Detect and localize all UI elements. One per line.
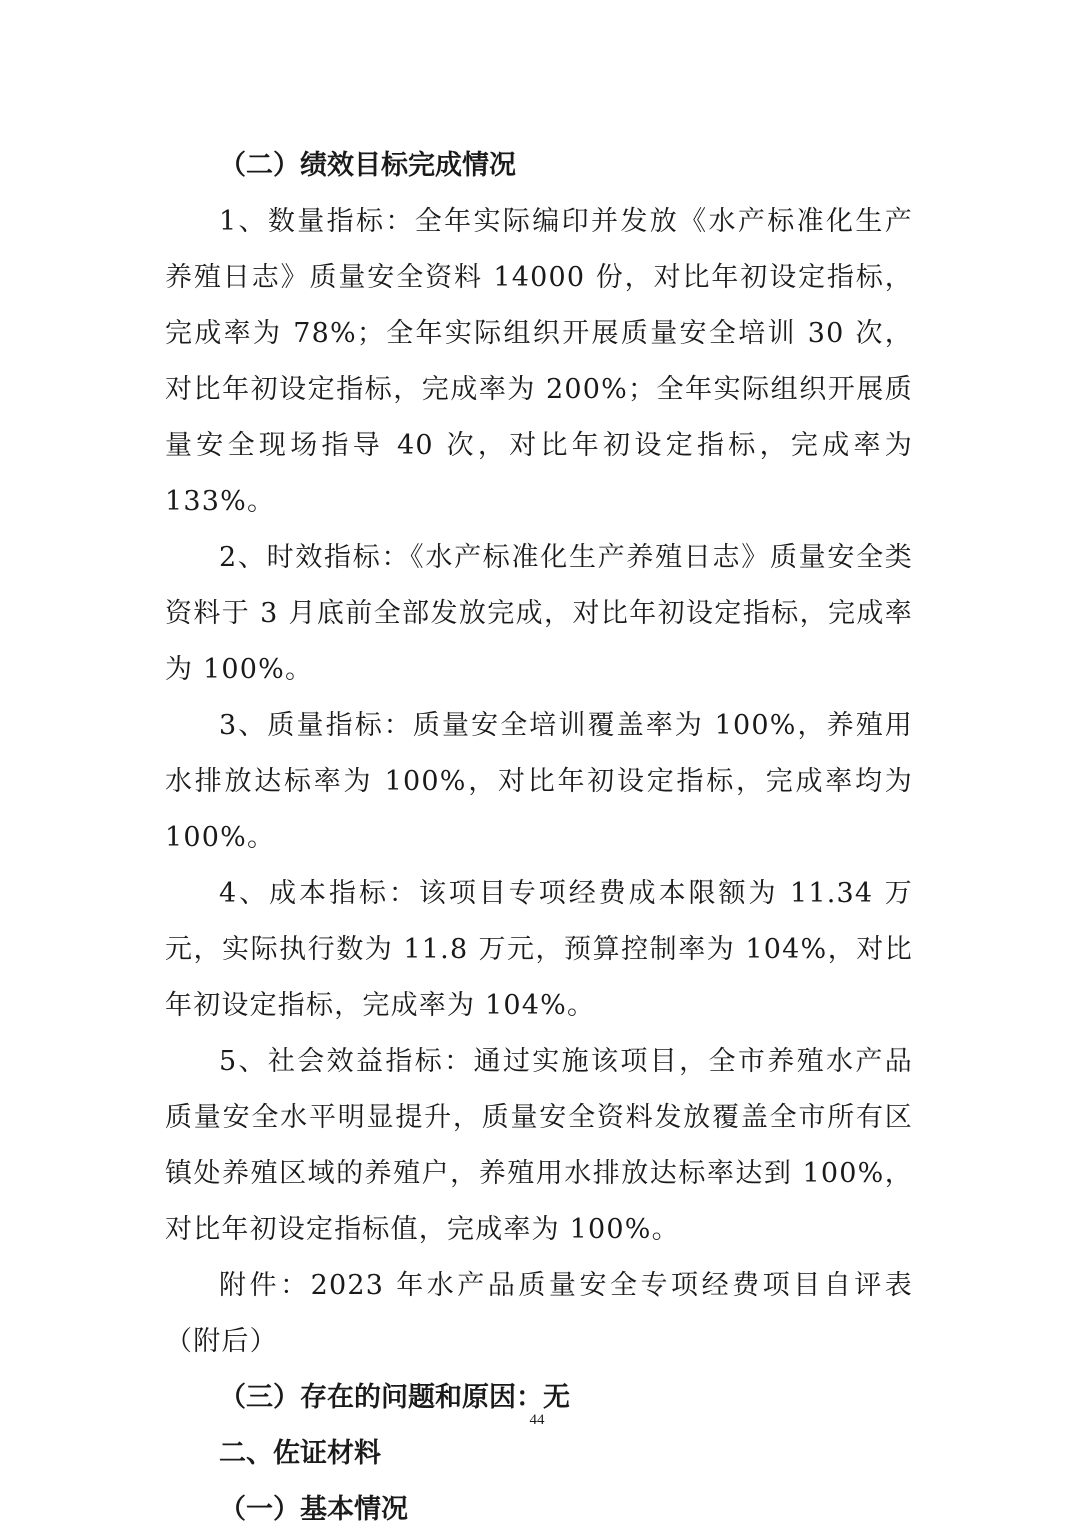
paragraph-social-benefit-indicator: 5、社会效益指标：通过实施该项目，全市养殖水产品质量安全水平明显提升，质量安全资料发放覆盖全市所有区镇处养殖区域的养殖户，养殖用水排放达标率达到 100%，对比年初设定指标值，完成率为 100%。 xyxy=(165,1046,913,1245)
section-heading-problems: （三）存在的问题和原因：无 xyxy=(219,1382,570,1413)
page-content xyxy=(165,138,913,1538)
paragraph-timeliness-indicator: 2、时效指标：《水产标准化生产养殖日志》质量安全类资料于 3 月底前全部发放完成，对比年初设定指标，完成率为 100%。 xyxy=(165,542,913,685)
page-number: 44 xyxy=(529,1412,545,1428)
paragraph-attachment: 附件：2023 年水产品质量安全专项经费项目自评表（附后） xyxy=(165,1270,913,1357)
section-heading-evidence: 二、佐证材料 xyxy=(219,1438,381,1469)
paragraph-quantity-indicator: 1、数量指标：全年实际编印并发放《水产标准化生产养殖日志》质量安全资料 14000 份，对比年初设定指标，完成率为 78%；全年实际组织开展质量安全培训 30 次，对比年初设定指标，完成率为 200%；全年实际组织开展质量安全现场指导 40 次，对比年初设定指标，完成率为 133%。 xyxy=(165,206,913,517)
section-heading-basic: （一）基本情况 xyxy=(219,1494,408,1525)
paragraph-cost-indicator: 4、成本指标：该项目专项经费成本限额为 11.34 万元，实际执行数为 11.8 万元，预算控制率为 104%，对比年初设定指标，完成率为 104%。 xyxy=(165,878,913,1021)
paragraph-quality-indicator: 3、质量指标：质量安全培训覆盖率为 100%，养殖用水排放达标率为 100%，对比年初设定指标，完成率均为 100%。 xyxy=(165,710,913,853)
section-heading-performance: （二）绩效目标完成情况 xyxy=(219,150,516,181)
